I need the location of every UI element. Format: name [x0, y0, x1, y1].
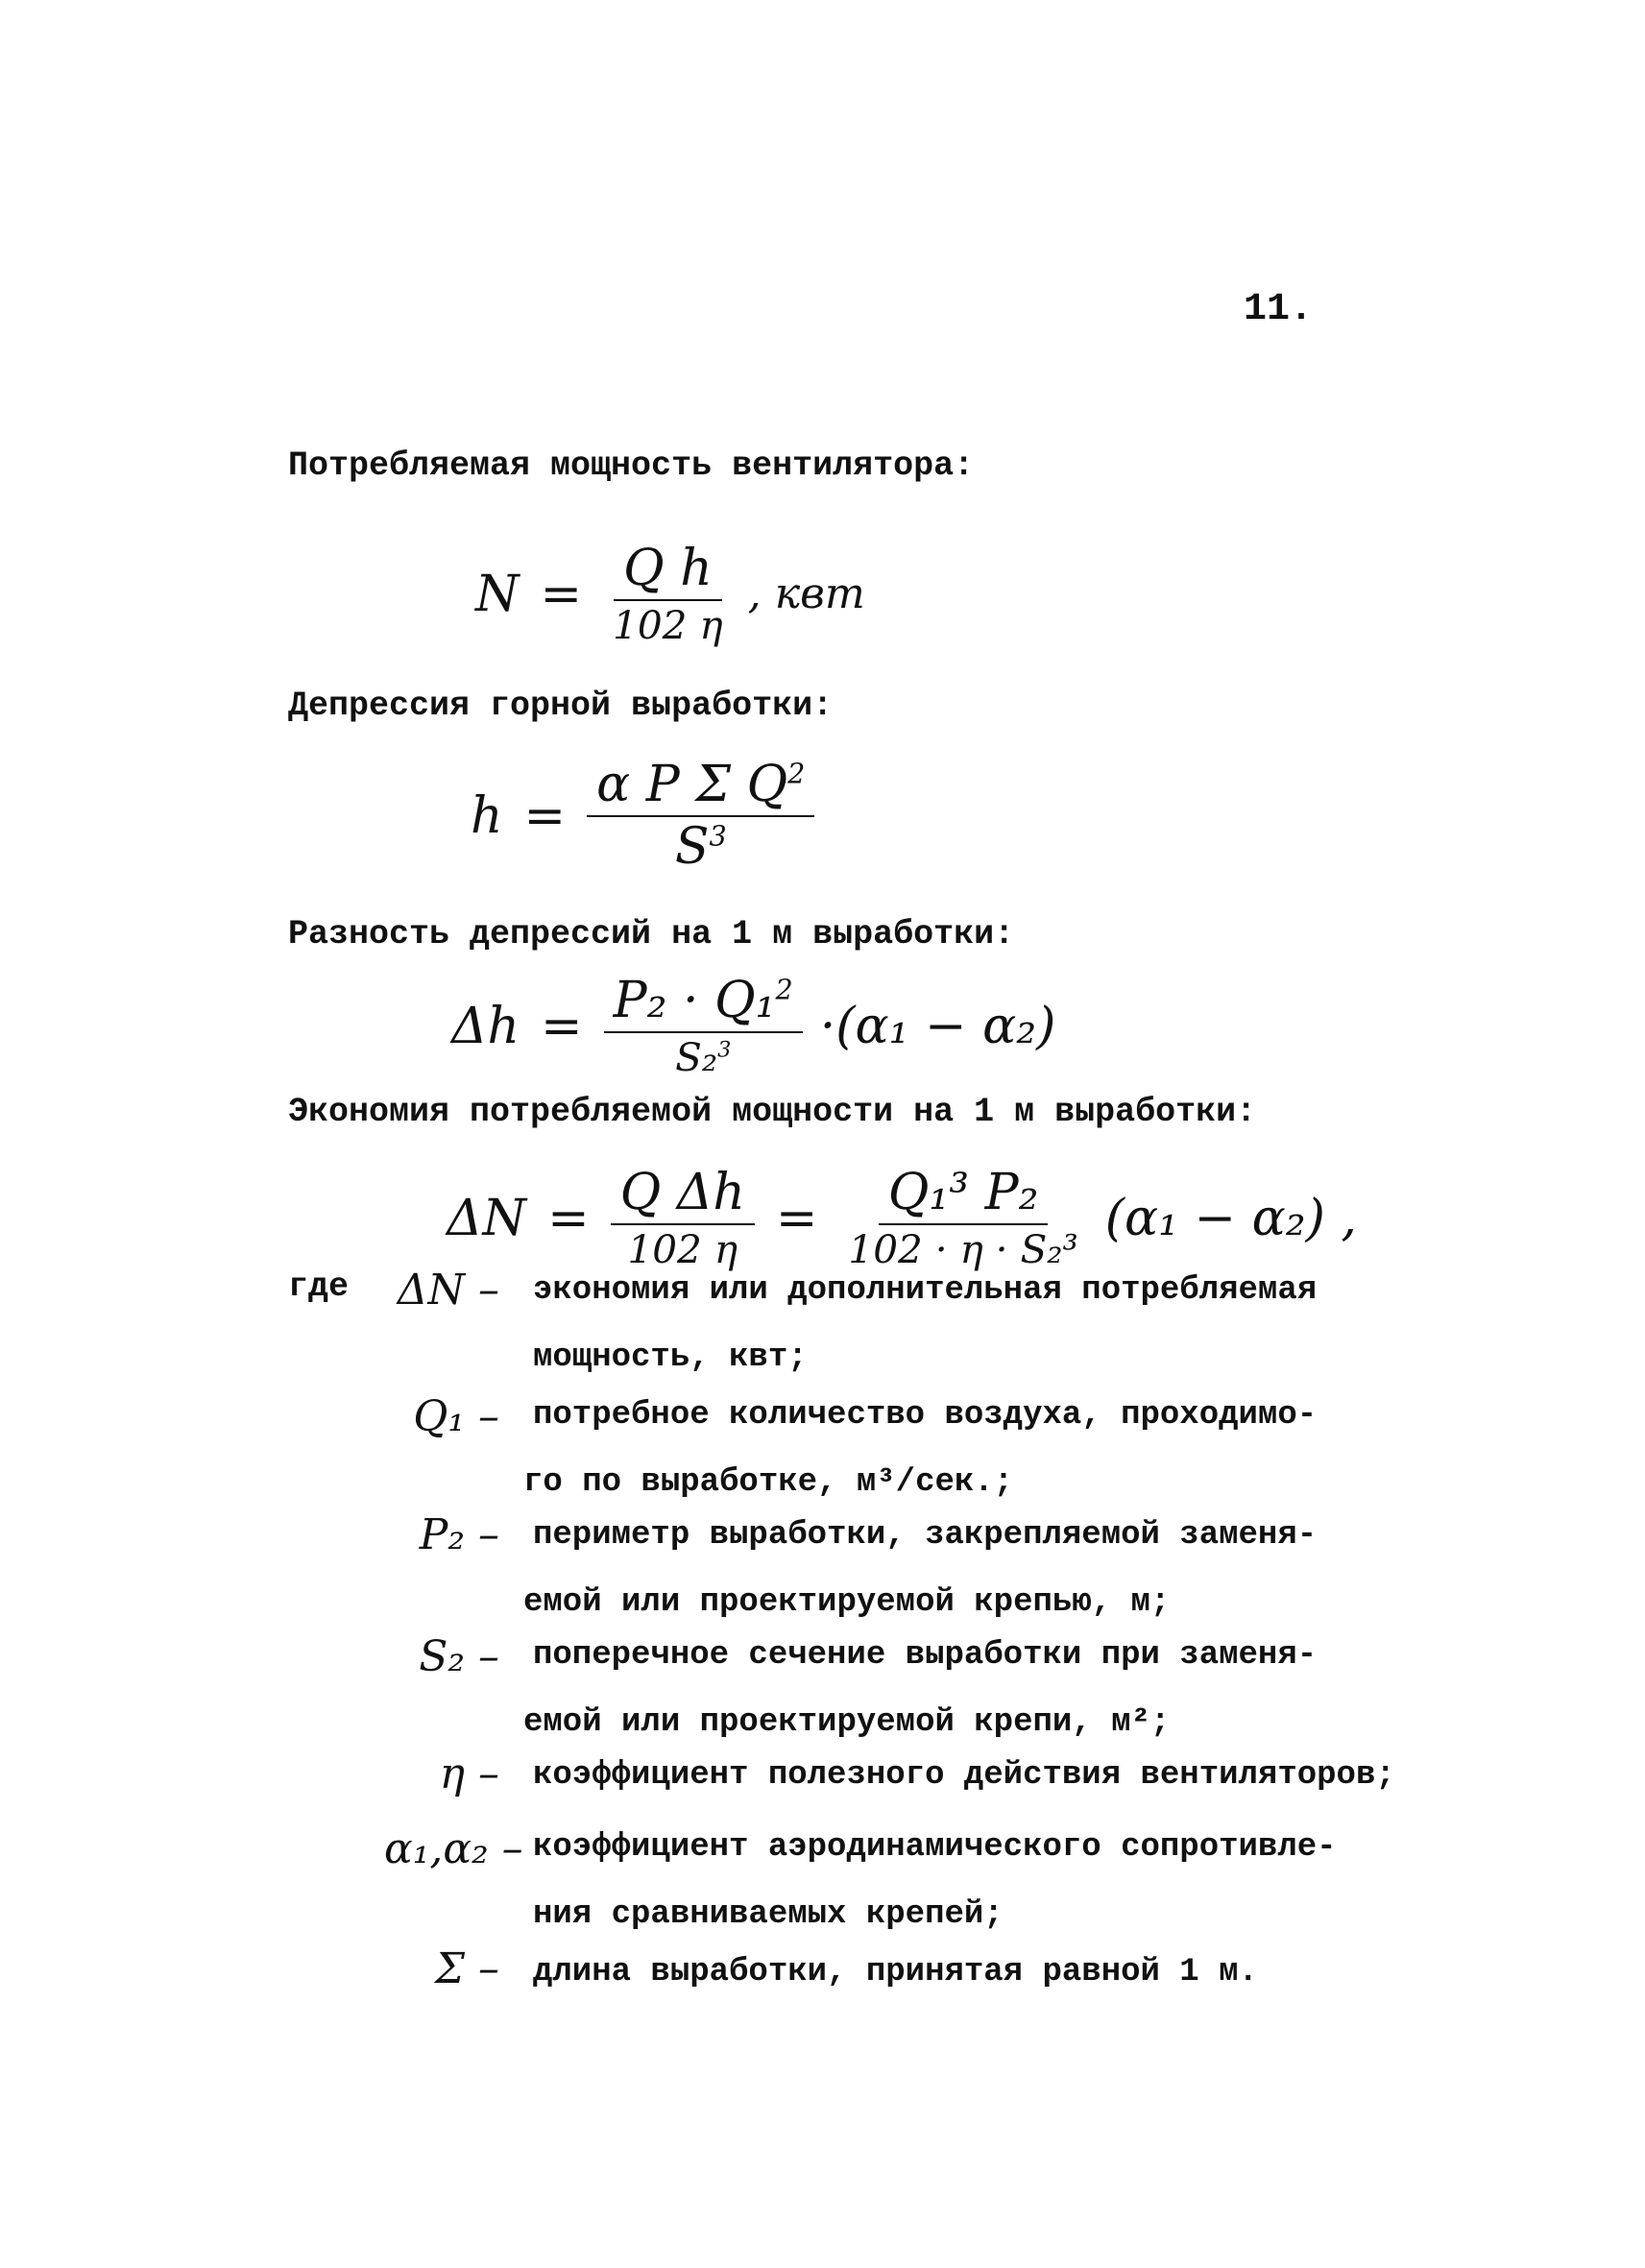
formula-equals: =: [541, 997, 583, 1055]
exponent: 3: [709, 819, 727, 853]
heading-depression-difference: Разность депрессий на 1 м выработки:: [288, 915, 1015, 953]
definition-text: экономия или дополнительная потребляемая: [533, 1272, 1318, 1309]
formula-tail: (α₁ − α₂) ,: [1104, 1189, 1357, 1247]
denominator: 102 η: [613, 601, 723, 648]
numerator: Q h: [614, 543, 722, 601]
formula-equals: =: [540, 565, 583, 623]
formula-tail: ·(α₁ − α₂): [819, 997, 1056, 1055]
heading-fan-power: Потребляемая мощность вентилятора:: [288, 446, 975, 485]
formula-depression-difference: [451, 972, 1056, 1080]
definition-text: поперечное сечение выработки при заменя-: [533, 1637, 1318, 1674]
formula-equals: =: [547, 1189, 590, 1247]
definition-symbol: Σ –: [434, 1944, 499, 1993]
definition-symbol: η –: [439, 1749, 499, 1798]
denominator: 102 η: [627, 1225, 738, 1272]
fraction: [604, 972, 803, 1080]
exponent: 2: [775, 973, 793, 1006]
definition-text: мощность, квт;: [533, 1339, 808, 1376]
formula-equals: =: [523, 786, 567, 845]
exponent: 2: [787, 757, 806, 790]
fraction: [838, 1164, 1087, 1272]
numerator: P₂ · Q₁$^2$: [604, 975, 803, 1033]
definition-text: потребное количество воздуха, проходимо-: [533, 1397, 1318, 1434]
numerator: Q₁³ P₂: [879, 1167, 1049, 1225]
fraction: [611, 1164, 755, 1272]
denominator: S₂$^3$: [675, 1033, 732, 1080]
where-label: где: [288, 1267, 350, 1306]
formula-unit: , квт: [747, 569, 865, 619]
heading-power-savings: Экономия потребляемой мощности на 1 м выработки:: [288, 1093, 1257, 1131]
definition-symbol: S₂ –: [419, 1632, 499, 1681]
definition-text: емой или проектируемой крепью, м;: [523, 1584, 1171, 1621]
definition-symbol: Q₁ –: [413, 1392, 499, 1441]
definition-text: длина выработки, принятая равной 1 м.: [533, 1954, 1258, 1991]
formula-lhs: N: [475, 565, 520, 623]
definition-text: емой или проектируемой крепи, м²;: [523, 1704, 1171, 1741]
definition-text: коэффициент полезного действия вентиляторов;: [533, 1757, 1395, 1794]
denominator: $S^3$: [674, 817, 727, 876]
heading-depression: Депрессия горной выработки:: [288, 687, 834, 725]
fraction: [587, 756, 814, 876]
formula-lhs: ΔN: [447, 1189, 527, 1247]
definition-symbol: α₁,α₂ –: [384, 1824, 523, 1873]
denominator: 102 · η · S₂³: [848, 1225, 1078, 1272]
numerator: Q Δh: [611, 1167, 755, 1225]
definition-symbol: P₂ –: [419, 1510, 499, 1559]
formula-power-savings: [447, 1164, 1357, 1272]
formula-lhs: Δh: [451, 997, 520, 1055]
formula-equals: =: [775, 1189, 818, 1247]
exponent: 3: [717, 1037, 732, 1063]
definition-text: ния сравниваемых крепей;: [533, 1896, 1004, 1933]
page-number: 11.: [1244, 288, 1314, 331]
definition-symbol: ΔN –: [397, 1266, 499, 1315]
numerator: α P Σ $Q^2$: [587, 759, 814, 817]
formula-depression: [471, 756, 814, 876]
definition-text: коэффициент аэродинамического сопротивле-: [533, 1829, 1337, 1866]
definition-text: периметр выработки, закрепляемой заменя-: [533, 1517, 1318, 1554]
definition-text: го по выработке, м³/сек.;: [523, 1464, 1014, 1501]
formula-lhs: h: [471, 786, 503, 845]
formula-fan-power: [475, 540, 865, 648]
fraction: [603, 540, 733, 648]
